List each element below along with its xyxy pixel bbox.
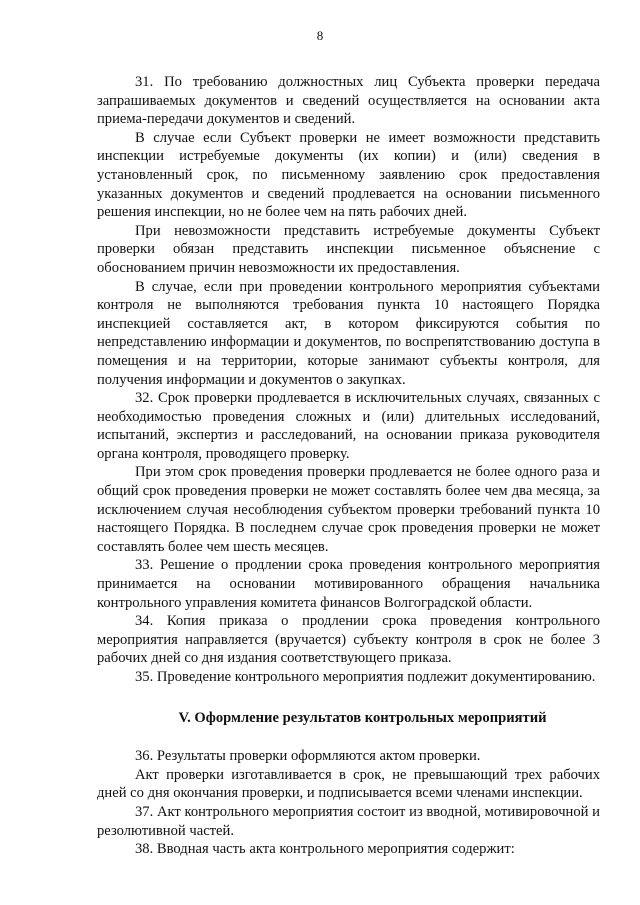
paragraph-31-extension: В случае если Субъект проверки не имеет возможности представить инспекции истребуемые документы (их копии) и (или) сведения в установленный срок, по письменному заявлению срок предоставления указанных документов и сведений продлевается на основании письменного решения инспекции, но не более чем на пять рабочих дней. xyxy=(97,129,600,221)
paragraph-33: 33. Решение о продлении срока проведения контрольного мероприятия принимается на основании мотивированного обращения начальника контрольного управления комитета финансов Волгоградской области. xyxy=(97,557,600,611)
paragraph-34: 34. Копия приказа о продлении срока проведения контрольного мероприятия направляется (вручается) субъекту контроля в срок не более 3 рабочих дней со дня издания соответствующего приказа. xyxy=(97,613,600,667)
paragraph-35: 35. Проведение контрольного мероприятия подлежит документированию. xyxy=(135,669,596,685)
paragraph-36-deadline: Акт проверки изготавливается в срок, не превышающий трех рабочих дней со дня окончания проверки, и подписывается всеми членами инспекции. xyxy=(97,766,600,802)
page-number: 8 xyxy=(316,28,324,43)
paragraph-31-act: В случае, если при проведении контрольного мероприятия субъектами контроля не выполняются требования пункта 10 настоящего Порядка инспекцией составляется акт, в котором фиксируются события по непредставлению информации и документов, по воспрепятствованию доступа в помещения и на территории, которые занимают субъекты контроля, для получения информации и документов о закупках. xyxy=(97,278,600,388)
paragraph-32: 32. Срок проверки продлевается в исключительных случаях, связанных с необходимостью проведения сложных и (или) длительных исследований, испытаний, экспертиз и расследований, на основании приказа руководителя органа контроля, проводящего проверку. xyxy=(97,390,600,462)
paragraph-38: 38. Вводная часть акта контрольного мероприятия содержит: xyxy=(135,841,515,858)
paragraph-31-explanation: При невозможности представить истребуемые документы Субъект проверки обязан представить инспекции письменное объяснение с обоснованием причин невозможности их предоставления. xyxy=(97,222,600,276)
paragraph-37: 37. Акт контрольного мероприятия состоит из вводной, мотивировочной и резолютивной частей. xyxy=(97,803,600,839)
paragraph-32-term: При этом срок проведения проверки продлевается не более одного раза и общий срок проведения проверки не может составлять более чем два месяца, за исключением случая несоблюдения субъектом проверки требований пункта 10 настоящего Порядка. В последнем случае срок проведения проверки не может составлять более чем шесть месяцев. xyxy=(97,464,600,555)
document-body xyxy=(97,73,600,859)
section-heading: V. Оформление результатов контрольных мероприятий xyxy=(178,709,547,726)
paragraph-36: 36. Результаты проверки оформляются актом проверки. xyxy=(135,748,481,765)
paragraph-31: 31. По требованию должностных лиц Субъекта проверки передача запрашиваемых документов и сведений осуществляется на основании акта приема-передачи документов и сведений. xyxy=(97,74,600,128)
